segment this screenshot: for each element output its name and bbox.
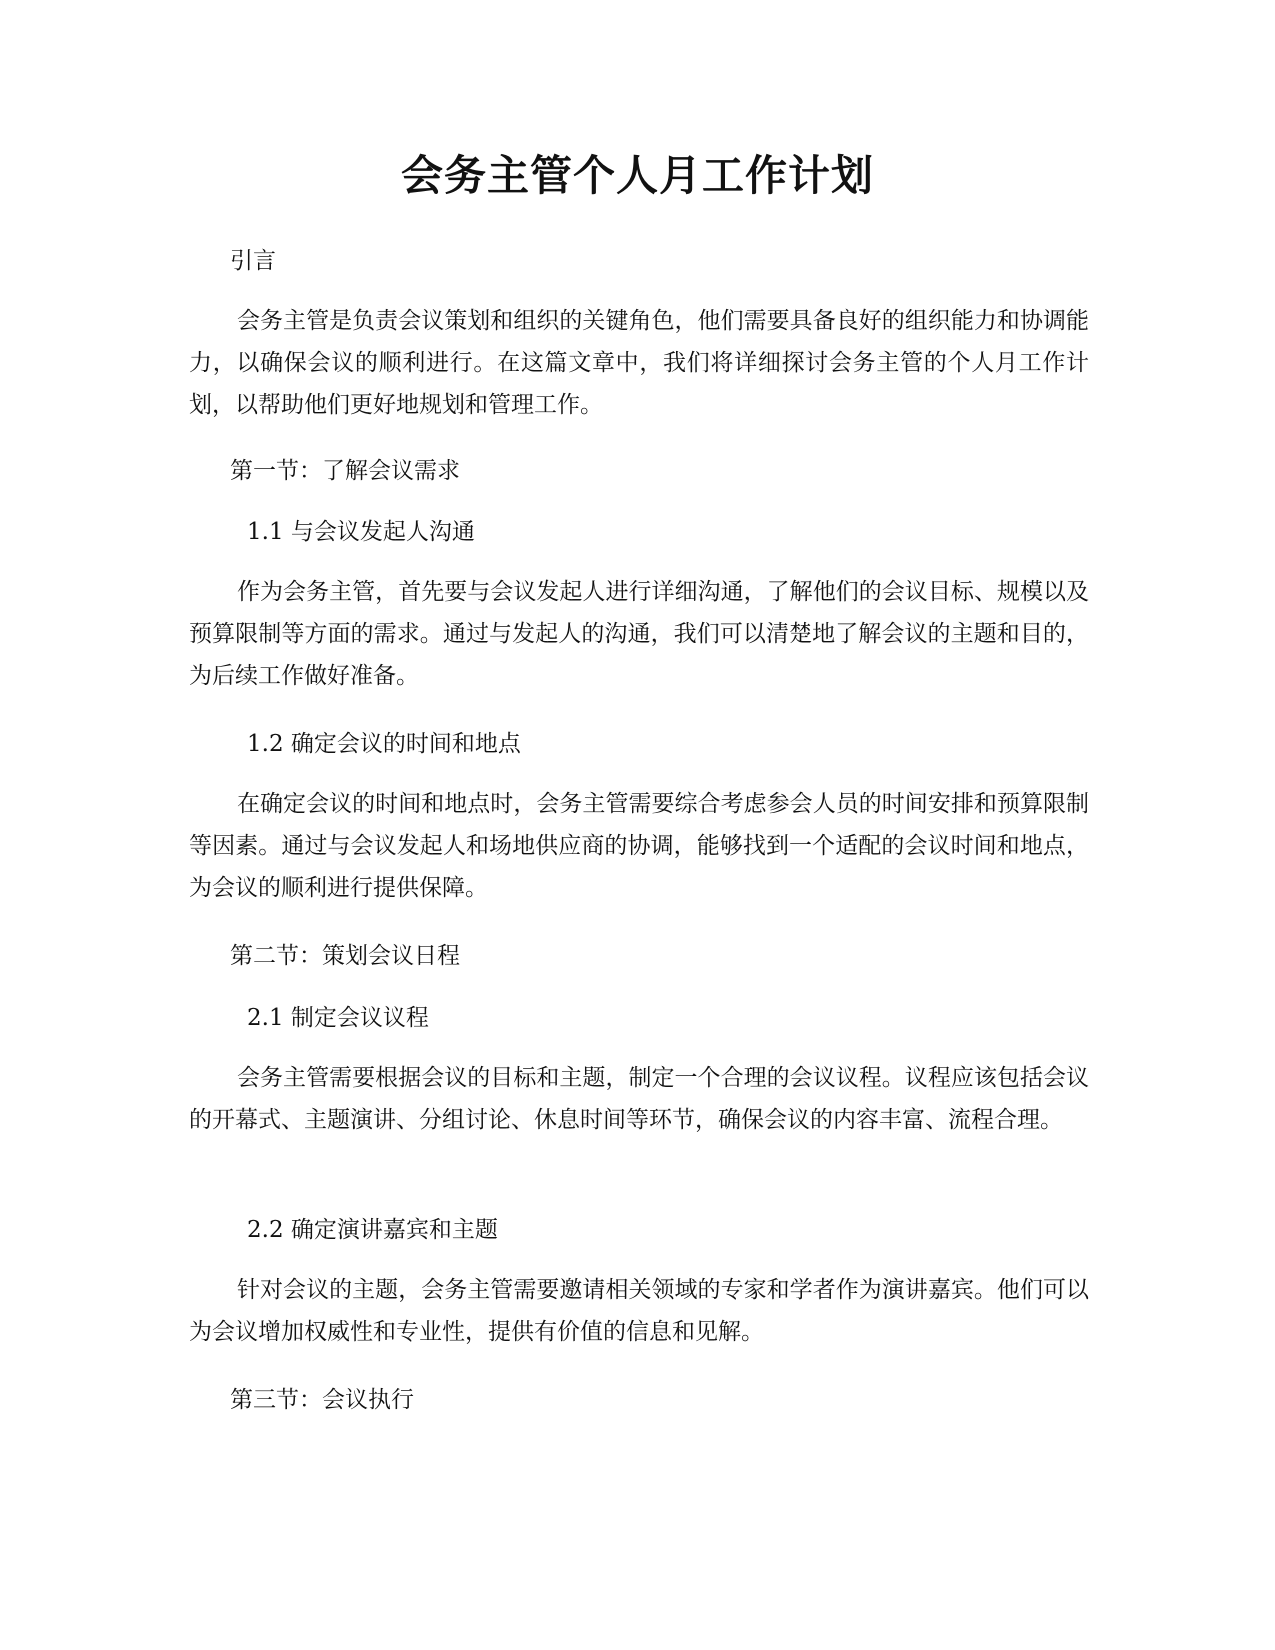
- subsection-paragraph-1-1: 作为会务主管，首先要与会议发起人进行详细沟通，了解他们的会议目标、规模以及预算限制等方面的需求。通过与发起人的沟通，我们可以清楚地了解会议的主题和目的，为后续工作做好准备。: [189, 579, 1089, 689]
- document-title: 会务主管个人月工作计划: [400, 151, 874, 200]
- section-heading-3: 第三节：会议执行: [230, 1387, 414, 1413]
- section-heading-2: 第二节：策划会议日程: [230, 943, 460, 969]
- subsection-paragraph-2-2: 针对会议的主题，会务主管需要邀请相关领域的专家和学者作为演讲嘉宾。他们可以为会议增加权威性和专业性，提供有价值的信息和见解。: [189, 1277, 1089, 1345]
- subsection-heading-2-2: 2.2 确定演讲嘉宾和主题: [247, 1217, 498, 1243]
- section-heading-1: 第一节：了解会议需求: [230, 458, 460, 484]
- subsection-paragraph-1-2: 在确定会议的时间和地点时，会务主管需要综合考虑参会人员的时间安排和预算限制等因素。通过与会议发起人和场地供应商的协调，能够找到一个适配的会议时间和地点，为会议的顺利进行提供保障。: [189, 791, 1089, 901]
- subsection-heading-1-1: 1.1 与会议发起人沟通: [247, 519, 475, 545]
- subsection-heading-1-2: 1.2 确定会议的时间和地点: [247, 731, 521, 757]
- intro-paragraph: 会务主管是负责会议策划和组织的关键角色，他们需要具备良好的组织能力和协调能力，以确保会议的顺利进行。在这篇文章中，我们将详细探讨会务主管的个人月工作计划，以帮助他们更好地规划和管理工作。: [189, 308, 1089, 418]
- subsection-heading-2-1: 2.1 制定会议议程: [247, 1005, 429, 1031]
- subsection-paragraph-2-1: 会务主管需要根据会议的目标和主题，制定一个合理的会议议程。议程应该包括会议的开幕式、主题演讲、分组讨论、休息时间等环节，确保会议的内容丰富、流程合理。: [189, 1065, 1089, 1133]
- intro-heading: 引言: [230, 248, 276, 274]
